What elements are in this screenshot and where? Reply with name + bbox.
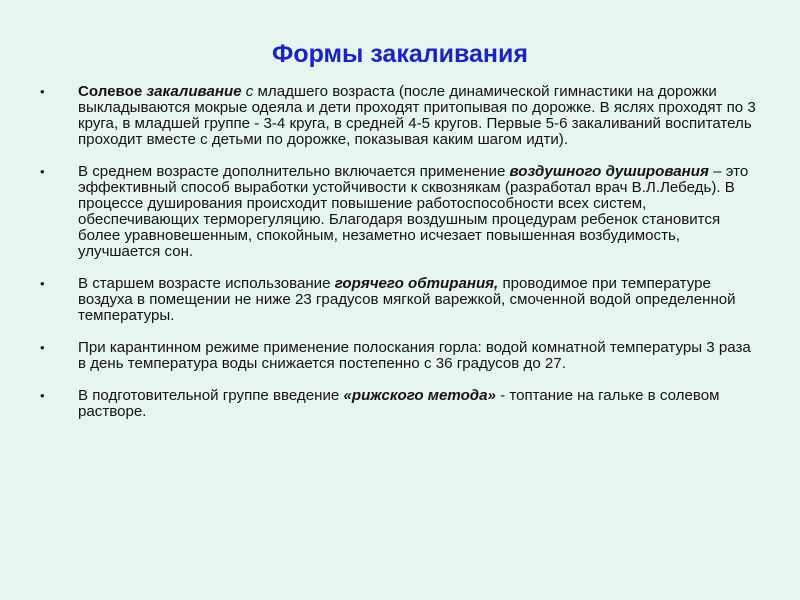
bullet-item-hot-rubbing: [40, 276, 760, 324]
text-segment: В среднем возрасте дополнительно включается применение: [78, 163, 510, 180]
bullet-icon: •: [40, 340, 45, 355]
bullet-icon: •: [40, 164, 45, 179]
bullet-item-riga-method: [40, 388, 760, 420]
text-segment-emphasis: горячего обтирания,: [334, 275, 499, 292]
text-segment-emphasis: воздушного душирования: [509, 163, 709, 180]
text-segment: Солевое: [78, 83, 147, 100]
text-segment: с: [241, 83, 254, 100]
slide-title: Формы закаливания: [271, 40, 528, 68]
bullet-icon: •: [40, 276, 45, 291]
bullet-item-quarantine-gargling: [40, 340, 760, 372]
bullet-icon: •: [40, 388, 45, 403]
text-segment: - топтание на гальке в солевом растворе.: [78, 387, 720, 420]
text-segment: При карантинном режиме применение полоскания горла: водой комнатной температуры 3 раза в день температура воды снижается постепенно с 36 градусов до 27.: [78, 339, 751, 372]
text-segment-emphasis: закаливание: [146, 83, 242, 100]
text-segment: проводимое при температуре воздуха в помещении не ниже 23 градусов мягкой варежкой, смоченной водой определенной температуры.: [78, 275, 736, 324]
text-segment: В подготовительной группе введение: [78, 387, 344, 404]
bullet-list: [40, 84, 760, 436]
text-segment-emphasis: «рижского метода»: [343, 387, 496, 404]
bullet-item-air-showering: [40, 164, 760, 260]
text-segment: младшего возраста (после динамической гимнастики на дорожки выкладываются мокрые одеяла и дети проходят притопывая по дорожке. В яслях проходят по 3 круга, в младшей группе - 3-4 круга, в средней 4-5 кругов. Первые 5-6 закаливаний воспитатель проходит вместе с детьми по дорожке, показывая каким шагом идти).: [78, 83, 756, 148]
bullet-icon: •: [40, 84, 45, 99]
text-segment: В старшем возрасте использование: [78, 275, 335, 292]
text-segment: – это эффективный способ выработки устойчивости к сквознякам (разработал врач В.Л.Лебедь). В процессе душирования происходит повышение работоспособности всех систем, обеспечивающих терморегуляцию. Благодаря воздушным процедурам ребенок становится более уравновешенным, спокойным, незаметно исчезает повышенная возбудимость, улучшается сон.: [78, 163, 749, 260]
bullet-item-salt-hardening: [40, 84, 760, 148]
